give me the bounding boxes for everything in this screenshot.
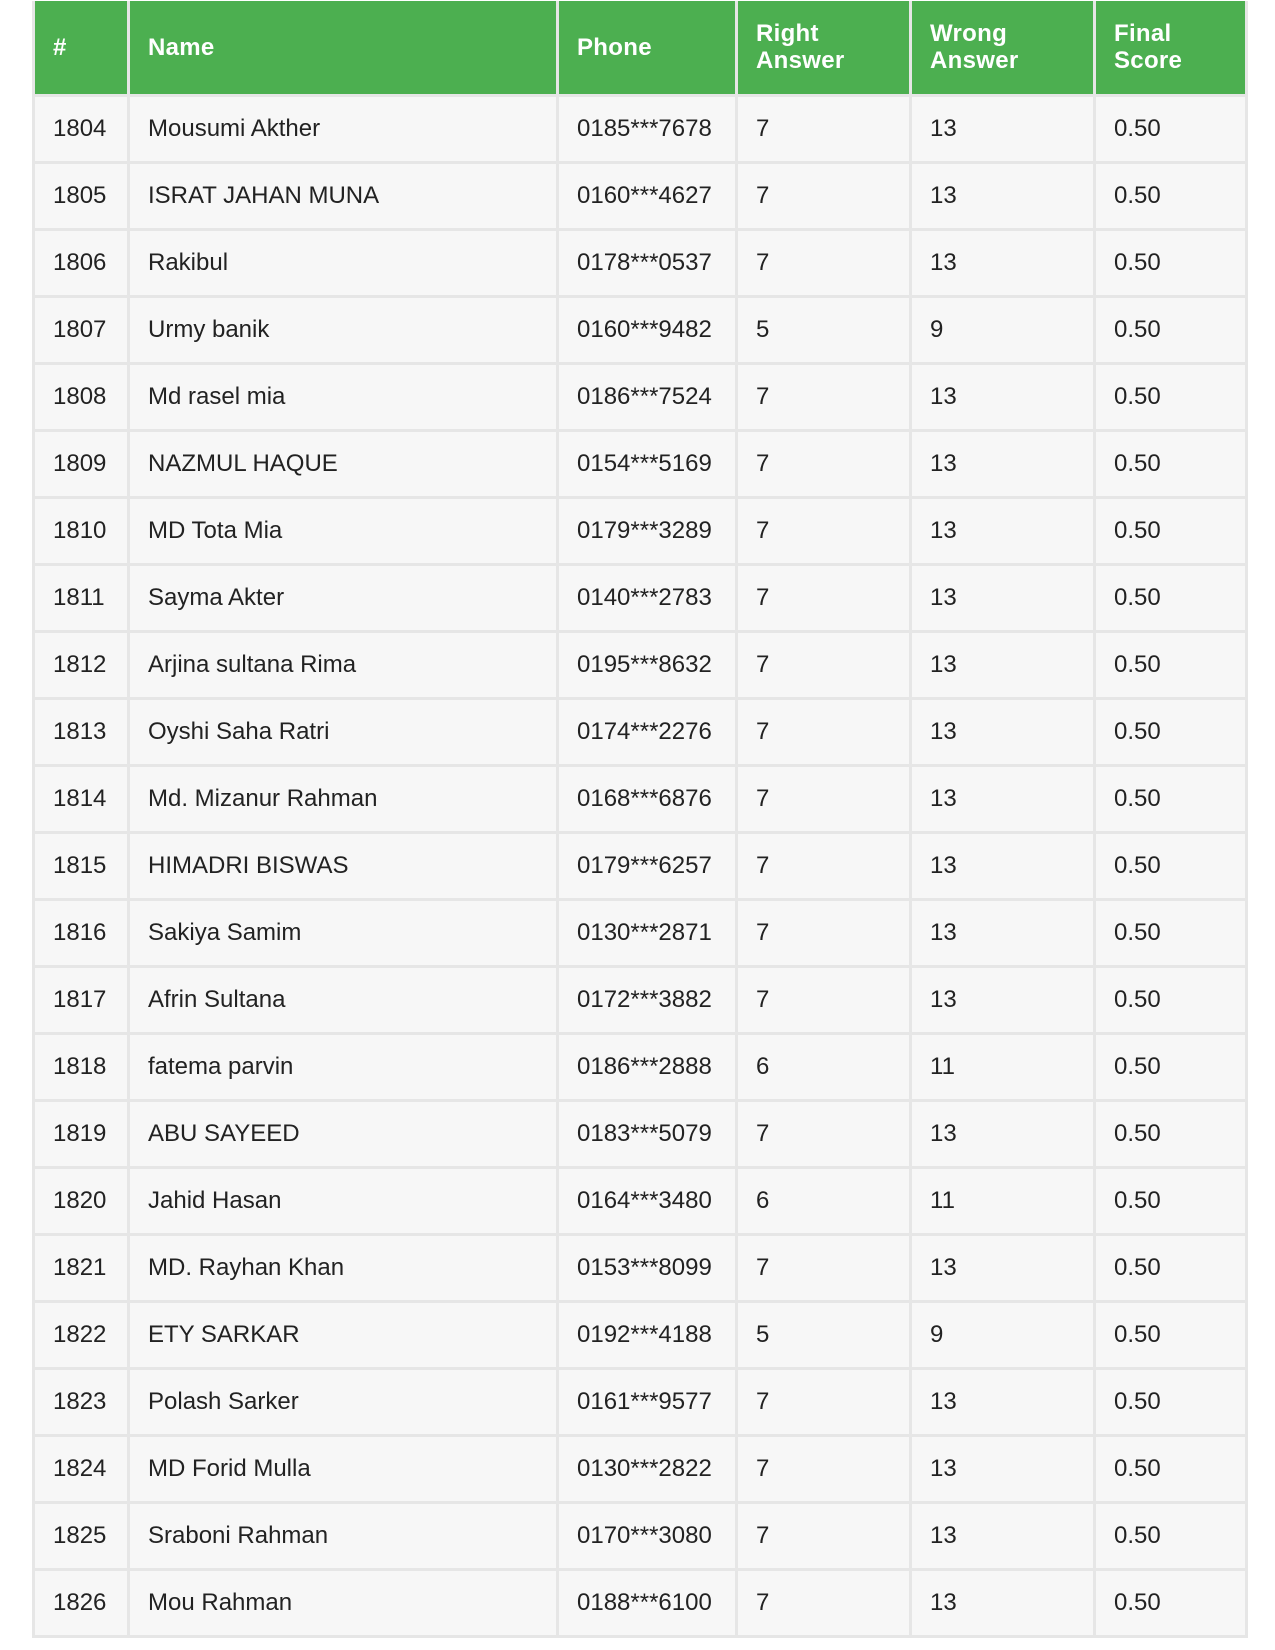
table-row [34,832,1247,899]
serial-cell: 1825 [34,1502,129,1569]
phone-cell: 0130***2822 [558,1435,737,1502]
serial-cell: 1806 [34,229,129,296]
name-cell: Polash Sarker [129,1368,558,1435]
wrong-answer-cell: 13 [911,363,1095,430]
table-row [34,296,1247,363]
phone-cell: 0161***9577 [558,1368,737,1435]
serial-cell: 1814 [34,765,129,832]
right-answer-cell: 7 [737,966,911,1033]
wrong-answer-cell: 13 [911,1569,1095,1636]
phone-cell: 0188***6100 [558,1569,737,1636]
phone-cell: 0192***4188 [558,1301,737,1368]
table-row [34,497,1247,564]
table-row [34,363,1247,430]
table-row [34,899,1247,966]
right-answer-cell: 7 [737,229,911,296]
table-row [34,229,1247,296]
name-cell: Md rasel mia [129,363,558,430]
right-answer-cell: 7 [737,765,911,832]
name-cell: Sraboni Rahman [129,1502,558,1569]
table-row [34,765,1247,832]
right-answer-cell: 7 [737,698,911,765]
right-answer-cell: 7 [737,631,911,698]
name-cell: ETY SARKAR [129,1301,558,1368]
table-row [34,95,1247,162]
phone-cell: 0195***8632 [558,631,737,698]
final-score-cell: 0.50 [1095,1167,1247,1234]
final-score-cell: 0.50 [1095,1234,1247,1301]
phone-cell: 0186***7524 [558,363,737,430]
final-score-cell: 0.50 [1095,564,1247,631]
final-score-cell: 0.50 [1095,229,1247,296]
name-cell: Urmy banik [129,296,558,363]
final-score-cell: 0.50 [1095,363,1247,430]
serial-cell: 1824 [34,1435,129,1502]
right-answer-cell: 7 [737,899,911,966]
results-sheet [32,1,1245,1638]
wrong-answer-cell: 11 [911,1033,1095,1100]
table-row [34,1033,1247,1100]
table-row [34,1234,1247,1301]
serial-cell: 1811 [34,564,129,631]
final-score-cell: 0.50 [1095,162,1247,229]
right-answer-cell: 5 [737,1301,911,1368]
right-answer-cell: 7 [737,1569,911,1636]
wrong-answer-cell: 13 [911,1435,1095,1502]
name-cell: fatema parvin [129,1033,558,1100]
table-row [34,1569,1247,1636]
final-score-cell: 0.50 [1095,497,1247,564]
right-answer-cell: 6 [737,1033,911,1100]
phone-cell: 0170***3080 [558,1502,737,1569]
name-cell: MD. Rayhan Khan [129,1234,558,1301]
header-name: Name [129,1,558,95]
right-answer-cell: 7 [737,363,911,430]
serial-cell: 1819 [34,1100,129,1167]
right-answer-cell: 7 [737,832,911,899]
header-wrong-answer: Wrong Answer [911,1,1095,95]
name-cell: Mousumi Akther [129,95,558,162]
serial-cell: 1817 [34,966,129,1033]
wrong-answer-cell: 13 [911,832,1095,899]
phone-cell: 0168***6876 [558,765,737,832]
phone-cell: 0140***2783 [558,564,737,631]
table-row [34,631,1247,698]
wrong-answer-cell: 11 [911,1167,1095,1234]
right-answer-cell: 7 [737,430,911,497]
wrong-answer-cell: 13 [911,1100,1095,1167]
right-answer-cell: 7 [737,1234,911,1301]
serial-cell: 1805 [34,162,129,229]
table-row [34,1301,1247,1368]
name-cell: MD Forid Mulla [129,1435,558,1502]
wrong-answer-cell: 13 [911,564,1095,631]
final-score-cell: 0.50 [1095,95,1247,162]
header-row [34,1,1247,95]
table-header [34,1,1247,95]
final-score-cell: 0.50 [1095,1502,1247,1569]
final-score-cell: 0.50 [1095,1033,1247,1100]
wrong-answer-cell: 13 [911,966,1095,1033]
phone-cell: 0186***2888 [558,1033,737,1100]
final-score-cell: 0.50 [1095,765,1247,832]
final-score-cell: 0.50 [1095,1368,1247,1435]
wrong-answer-cell: 13 [911,229,1095,296]
serial-cell: 1815 [34,832,129,899]
table-row [34,1100,1247,1167]
name-cell: Sakiya Samim [129,899,558,966]
right-answer-cell: 7 [737,1502,911,1569]
wrong-answer-cell: 13 [911,1368,1095,1435]
final-score-cell: 0.50 [1095,832,1247,899]
right-answer-cell: 7 [737,1100,911,1167]
table-row [34,430,1247,497]
table-row [34,1368,1247,1435]
phone-cell: 0160***9482 [558,296,737,363]
wrong-answer-cell: 9 [911,296,1095,363]
phone-cell: 0130***2871 [558,899,737,966]
serial-cell: 1823 [34,1368,129,1435]
name-cell: Jahid Hasan [129,1167,558,1234]
name-cell: Md. Mizanur Rahman [129,765,558,832]
right-answer-cell: 5 [737,296,911,363]
phone-cell: 0153***8099 [558,1234,737,1301]
final-score-cell: 0.50 [1095,1569,1247,1636]
phone-cell: 0179***3289 [558,497,737,564]
wrong-answer-cell: 13 [911,430,1095,497]
phone-cell: 0179***6257 [558,832,737,899]
table-row [34,162,1247,229]
final-score-cell: 0.50 [1095,966,1247,1033]
serial-cell: 1804 [34,95,129,162]
serial-cell: 1810 [34,497,129,564]
phone-cell: 0160***4627 [558,162,737,229]
final-score-cell: 0.50 [1095,631,1247,698]
serial-cell: 1813 [34,698,129,765]
serial-cell: 1820 [34,1167,129,1234]
phone-cell: 0183***5079 [558,1100,737,1167]
name-cell: Mou Rahman [129,1569,558,1636]
phone-cell: 0172***3882 [558,966,737,1033]
name-cell: ABU SAYEED [129,1100,558,1167]
wrong-answer-cell: 13 [911,899,1095,966]
name-cell: Arjina sultana Rima [129,631,558,698]
name-cell: Sayma Akter [129,564,558,631]
name-cell: NAZMUL HAQUE [129,430,558,497]
wrong-answer-cell: 13 [911,497,1095,564]
name-cell: ISRAT JAHAN MUNA [129,162,558,229]
phone-cell: 0185***7678 [558,95,737,162]
serial-cell: 1812 [34,631,129,698]
serial-cell: 1821 [34,1234,129,1301]
table-body [34,95,1247,1636]
table-row [34,1167,1247,1234]
table-row [34,966,1247,1033]
final-score-cell: 0.50 [1095,1301,1247,1368]
name-cell: MD Tota Mia [129,497,558,564]
header-phone: Phone [558,1,737,95]
right-answer-cell: 7 [737,497,911,564]
serial-cell: 1809 [34,430,129,497]
wrong-answer-cell: 9 [911,1301,1095,1368]
final-score-cell: 0.50 [1095,1435,1247,1502]
serial-cell: 1818 [34,1033,129,1100]
wrong-answer-cell: 13 [911,95,1095,162]
table-row [34,564,1247,631]
table-row [34,698,1247,765]
name-cell: HIMADRI BISWAS [129,832,558,899]
serial-cell: 1826 [34,1569,129,1636]
header-serial: # [34,1,129,95]
right-answer-cell: 7 [737,162,911,229]
wrong-answer-cell: 13 [911,765,1095,832]
serial-cell: 1807 [34,296,129,363]
final-score-cell: 0.50 [1095,698,1247,765]
wrong-answer-cell: 13 [911,1502,1095,1569]
results-table [32,1,1248,1638]
header-final-score: Final Score [1095,1,1247,95]
phone-cell: 0174***2276 [558,698,737,765]
serial-cell: 1808 [34,363,129,430]
header-right-answer: Right Answer [737,1,911,95]
final-score-cell: 0.50 [1095,430,1247,497]
name-cell: Oyshi Saha Ratri [129,698,558,765]
wrong-answer-cell: 13 [911,698,1095,765]
final-score-cell: 0.50 [1095,1100,1247,1167]
table-row [34,1435,1247,1502]
name-cell: Rakibul [129,229,558,296]
phone-cell: 0164***3480 [558,1167,737,1234]
right-answer-cell: 7 [737,1368,911,1435]
final-score-cell: 0.50 [1095,899,1247,966]
serial-cell: 1822 [34,1301,129,1368]
right-answer-cell: 7 [737,95,911,162]
wrong-answer-cell: 13 [911,1234,1095,1301]
wrong-answer-cell: 13 [911,631,1095,698]
name-cell: Afrin Sultana [129,966,558,1033]
phone-cell: 0154***5169 [558,430,737,497]
right-answer-cell: 6 [737,1167,911,1234]
wrong-answer-cell: 13 [911,162,1095,229]
table-row [34,1502,1247,1569]
serial-cell: 1816 [34,899,129,966]
final-score-cell: 0.50 [1095,296,1247,363]
phone-cell: 0178***0537 [558,229,737,296]
right-answer-cell: 7 [737,564,911,631]
right-answer-cell: 7 [737,1435,911,1502]
